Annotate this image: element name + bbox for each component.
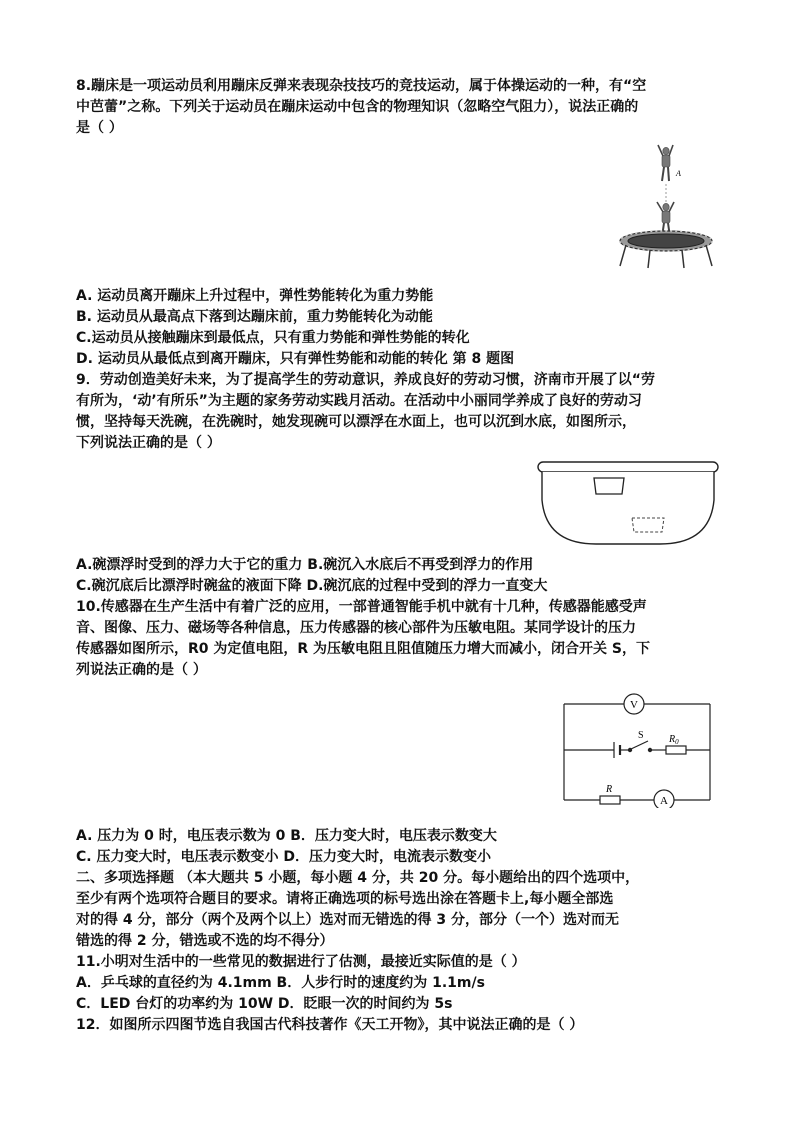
q9-stem-line-2: 有所为，‘动’有所乐”为主题的家务劳动实践月活动。在活动中小丽同学养成了良好的劳动习	[76, 393, 642, 409]
q8-stem-line-2: 中芭蕾”之称。下列关于运动员在蹦床运动中包含的物理知识（忽略空气阻力），说法正确的	[76, 99, 639, 115]
q9-stem-line-4: 下列说法正确的是（ ）	[76, 435, 221, 451]
q11-options-ab: A．乒乓球的直径约为 4.1mm B．人步行时的速度约为 1.1m/s	[76, 975, 485, 991]
q10-stem-line-1: 10.传感器在生产生活中有着广泛的应用，一部普通智能手机中就有十几种，传感器能感受声	[76, 599, 647, 615]
q11-stem: 11.小明对生活中的一些常见的数据进行了估测，最接近实际值的是（ ）	[76, 954, 526, 970]
q8-stem-line-3: 是（ ）	[76, 120, 123, 136]
label-a: A	[676, 169, 681, 178]
r0-label: $R_0$	[669, 734, 679, 746]
q8-option-c: C.运动员从接触蹦床到最低点，只有重力势能和弹性势能的转化	[76, 330, 470, 346]
q10-stem-line-2: 音、图像、压力、磁场等各种信息，压力传感器的核心部件为压敏电阻。某同学设计的压力	[76, 620, 636, 636]
q8-stem-line-1: 8.蹦床是一项运动员利用蹦床反弹来表现杂技技巧的竞技运动，属于体操运动的一种，有“空	[76, 78, 647, 94]
r-label: R	[606, 784, 613, 795]
voltmeter-label: V	[630, 699, 638, 711]
section2-line-2: 至少有两个选项符合题目的要求。请将正确选项的标号选出涂在答题卡上,每小题全部选	[76, 891, 614, 907]
circuit-diagram	[556, 690, 716, 808]
bowl-basin-figure	[536, 460, 720, 548]
switch-label: S	[638, 730, 644, 741]
q9-stem-line-3: 惯，坚持每天洗碗，在洗碗时，她发现碗可以漂浮在水面上，也可以沉到水底，如图所示，	[76, 414, 636, 430]
section2-line-3: 对的得 4 分，部分（两个及两个以上）选对而无错选的得 3 分，部分（一个）选对而无	[76, 912, 619, 928]
ammeter-label: A	[660, 795, 668, 807]
q8-option-b: B. 运动员从最高点下落到达蹦床前，重力势能转化为动能	[76, 309, 433, 325]
q9-options-cd: C.碗沉底后比漂浮时碗盆的液面下降 D.碗沉底的过程中受到的浮力一直变大	[76, 578, 548, 594]
section2-line-1: 二、多项选择题 （本大题共 5 小题，每小题 4 分，共 20 分。每小题给出的四个选项中，	[76, 870, 640, 886]
q10-options-ab: A. 压力为 0 时，电压表示数为 0 B．压力变大时，电压表示数变大	[76, 828, 497, 844]
trampoline-figure	[610, 140, 730, 270]
q10-options-cd: C. 压力变大时，电压表示数变小 D．压力变大时，电流表示数变小	[76, 849, 491, 865]
q8-option-d: D. 运动员从最低点到离开蹦床，只有弹性势能和动能的转化 第 8 题图	[76, 351, 515, 367]
section2-line-4: 错选的得 2 分，错选或不选的均不得分）	[76, 933, 334, 949]
q10-stem-line-4: 列说法正确的是（ ）	[76, 662, 207, 678]
q12-stem: 12．如图所示四图节选自我国古代科技著作《天工开物》，其中说法正确的是（ ）	[76, 1017, 584, 1033]
q11-options-cd: C．LED 台灯的功率约为 10W D．眨眼一次的时间约为 5s	[76, 996, 453, 1012]
q10-stem-line-3: 传感器如图所示，R0 为定值电阻，R 为压敏电阻且阻值随压力增大而减小，闭合开关 S，下	[76, 641, 651, 657]
q9-options-ab: A.碗漂浮时受到的浮力大于它的重力 B.碗沉入水底后不再受到浮力的作用	[76, 557, 534, 573]
q9-stem-line-1: 9．劳动创造美好未来，为了提高学生的劳动意识，养成良好的劳动习惯，济南市开展了以“劳	[76, 372, 655, 388]
q8-option-a: A. 运动员离开蹦床上升过程中，弹性势能转化为重力势能	[76, 288, 434, 304]
